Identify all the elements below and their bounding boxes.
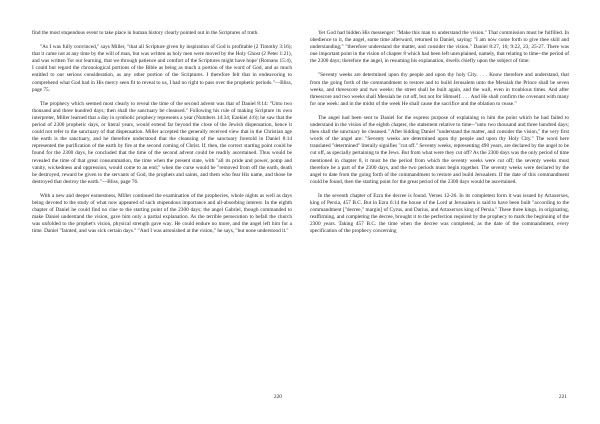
page-number: 221 — [558, 394, 567, 400]
paragraph: The prophecy which seemed most clearly to reveal the time of the second advent was that of Daniel 8:14: "Unto two thousand and three hundred days; then shall the sanctuary be cleansed." Following his rule of making Scripture its own interpreter, Miller learned that a day in symbolic prophecy represents a year (Numbers 14:34; Ezekiel 4:6); he saw that the period of 2300 prophetic days, or literal years, would extend far beyond the close of the Jewish dispensation, hence it could not refer to the sanctuary of that dispensation. Miller accepted the generally received view that in the Christian age the earth is the sanctuary, and he therefore understood that the cleansing of the sanctuary foretold in Daniel 8:14 represented the purification of the earth by fire at the second coming of Christ. If, then, the correct starting point could be found for the 2300 days, he concluded that the time of the second advent could be readily ascertained. Thus would be revealed the time of that great consummation, the time when the present state, with "all its pride and power, pomp and vanity, wickedness and oppression, would come to an end;" when the curse would be "removed from off the earth, death be destroyed, reward be given to the servants of God, the prophets and saints, and them who fear His name, and those be destroyed that destroy the earth."—Bliss, page 76. — [32, 100, 292, 185]
paragraph: Yet God had bidden His messenger: "Make this man to understand the vision." That commission must be fulfilled. In obedience to it, the angel, some time afterward, returned to Daniel, saying: "I am now come forth to give thee skill and understanding;" "therefore understand the matter, and consider the vision." Daniel 8:27, 16; 9:22, 23, 25-27. There was one important point in the vision of chapter 8 which had been left unexplained, namely, that relating to time--the period of the 2300 days; therefore the angel, in resuming his explanation, dwells chiefly upon the subject of time: — [310, 30, 569, 65]
right-page — [300, 0, 600, 424]
paragraph: With a new and deeper earnestness, Miller continued the examination of the prophecies, whole nights as well as days being devoted to the study of what now appeared of such stupendous importance and all-absorbing interest. In the eighth chapter of Daniel he could find no clue to the starting point of the 2300 days; the angel Gabriel, though commanded to make Daniel understand the vision, gave him only a partial explanation. As the terrible persecution to befall the church was unfolded to the prophet's vision, physical strength gave way. He could endure no more, and the angel left him for a time. Daniel "fainted, and was sick certain days." "And I was astonished at the vision," he says, "but none understood it." — [32, 192, 292, 235]
paragraph: In the seventh chapter of Ezra the decree is found. Verses 12-26. In its completest form it was issued by Artaxerxes, king of Persia, 457 B.C. But in Ezra 6:14 the house of the Lord at Jerusalem is said to have been built "according to the commandment ["decree," margin] of Cyrus, and Darius, and Artaxerxes king of Persia." These three kings, in originating, reaffirming, and completing the decree, brought it to the perfection required by the prophecy to mark the beginning of the 2300 years. Taking 457 B.C. the time when the decree was completed, as the date of the commandment, every specification of the prophecy concerning — [310, 192, 569, 235]
paragraph: "As I was fully convinced," says Miller, "that all Scripture given by inspiration of God is profitable (2 Timothy 3:16); that it came not at any time by the will of man, but was written as holy men were moved by the Holy Ghost (2 Peter 1:21), and was written 'for our learning, that we through patience and comfort of the Scriptures might have hope' (Romans 15:4), I could but regard the chronological portions of the Bible as being as much a portion of the word of God, and as much entitled to our serious consideration, as any other portion of the Scriptures. I therefore felt that in endeavoring to comprehend what God had in His mercy seen fit to reveal to us, I had no right to pass over the prophetic periods."—Bliss, page 75. — [32, 44, 292, 93]
paragraph: find the most stupendous event to take place in human history clearly pointed out in the Scriptures of truth. — [32, 30, 259, 36]
paragraph: The angel had been sent to Daniel for the express purpose of explaining to him the point which he had failed to understand in the vision of the eighth chapter, the statement relative to time--"unto two thousand and three hundred days; then shall the sanctuary be cleansed." After bidding Daniel "understand the matter, and consider the vision," the very first words of the angel are: "Seventy weeks are determined upon thy people and upon thy Holy City." The word here translated "determined" literally signifies "cut off." Seventy weeks, representing 490 years, are declared by the angel to be cut off, as specially pertaining to the Jews. But from what were they cut off? As the 2300 days was the only period of time mentioned in chapter 8, it must be the period from which the seventy weeks were cut off; the seventy weeks must therefore be a part of the 2300 days, and the two periods must begin together. The seventy weeks were declared by the angel to date from the going forth of the commandment to restore and build Jerusalem. If the date of this commandment could be found, then the starting point for the great period of the 2300 days would be ascertained. — [310, 114, 569, 185]
page-number: 220 — [273, 394, 282, 400]
paragraph: "Seventy weeks are determined upon thy people and upon thy holy City. . . . Know therefore and understand, that from the going forth of the commandment to restore and to build Jerusalem unto the Messiah the Prince shall be seven weeks, and threescore and two weeks: the street shall be built again, and the wall, even in troublous times. And after threescore and two weeks shall Messiah be cut off, but not for Himself. . . . And He shall confirm the covenant with many for one week: and in the midst of the week He shall cause the sacrifice and the oblation to cease." — [310, 72, 569, 107]
